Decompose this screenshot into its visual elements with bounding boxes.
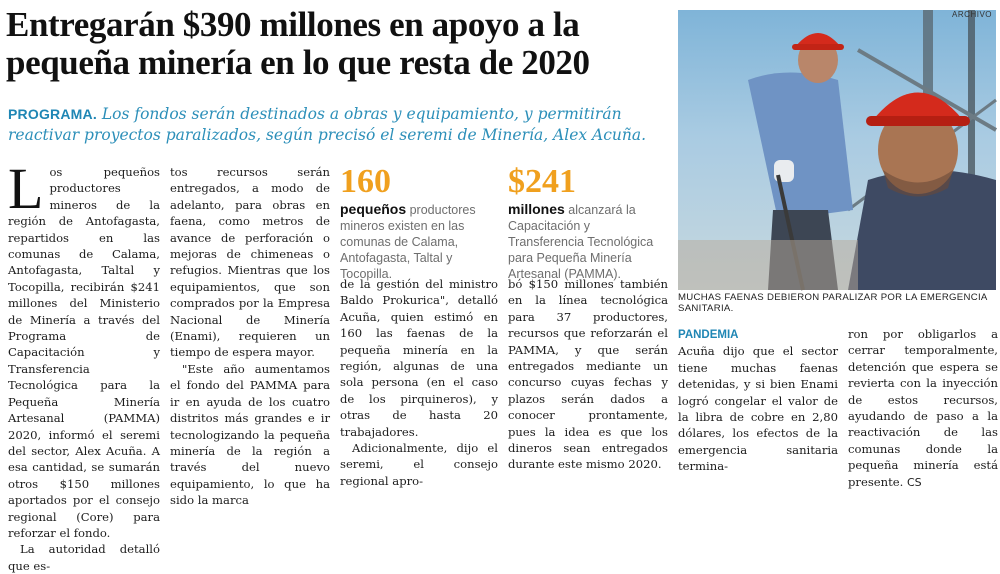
stat-number: $241 (508, 163, 576, 200)
stat-text: alcanzará la Capacitación y Transferencia Tecnológica para Pequeña Minería Artesanal (PAMMA). (508, 203, 654, 281)
article-paragraph (8, 156, 160, 541)
photo-miners (678, 10, 996, 290)
article-column-4 (508, 276, 668, 472)
paragraph-text: os pequeños productores mineros de la región de Antofagasta, repartidos en las comunas de Calama, Antofagasta, Taltal y Tocopilla, recibirán $241 millones del Ministerio de Minería a través del Programa de Capacitación y Transferencia Tecnológica para la Pequeña Minería Artesanal (PAMMA) 2020, informó el seremi del sector, Alex Acuña. A esa cantidad, se sumarán otros $150 millones aportados por el consejo regional (Core) para reforzar el fondo. (8, 165, 160, 540)
article-column-5 (678, 326, 838, 474)
lead-kicker: PROGRAMA. (8, 106, 97, 122)
lead-paragraph (8, 104, 673, 146)
article-paragraph (848, 326, 998, 491)
article-column-2 (170, 164, 330, 508)
paragraph-text: Acuña dijo que el sector tiene muchas faenas detenidas, y si bien Enami logró congelar el valor de la libra de cobre en 2,80 dólares, los efectos de la emergencia sanitaria termina- (678, 344, 838, 474)
drop-cap: L (8, 156, 44, 221)
stat-description (508, 201, 668, 282)
section-kicker: PANDEMIA (678, 329, 739, 341)
stat-description (340, 201, 500, 282)
article-paragraph: bó $150 millones también en la línea tecnológica para 37 productores, recursos que reforzarán el PAMMA, y que serán entregados mediante un concurso cuyas fechas y plazos serán dados a conocer prontamente, pues la idea es que los dineros sean entregados durante este mismo 2020. (508, 277, 668, 472)
photo-caption: MUCHAS FAENAS DEBIERON PARALIZAR POR LA EMERGENCIA SANITARIA. (678, 292, 988, 314)
article-paragraph: "Este año aumentamos el fondo del PAMMA para ir en ayuda de los cuatro distritos más grandes e ir tecnologizando la pequeña minería de la región a través del nuevo equipamiento, lo que ha sido la marca (170, 361, 330, 508)
stat-strong: pequeños (340, 201, 407, 217)
paragraph-text: ron por obligarlos a cerrar temporalmente, detención que espera se revierta con la inyección de estos recursos, ayudando de paso a la reactivación de las comunas donde la pequeña minería está presente. (848, 327, 998, 489)
article-paragraph: La autoridad detalló que es- (8, 542, 160, 573)
stat-number: 160 (340, 163, 391, 200)
article-paragraph: Adicionalmente, dijo el seremi, el consejo regional apro- (340, 441, 498, 488)
article-column-3 (340, 276, 498, 488)
article-column-6 (848, 326, 998, 489)
article-column-1 (8, 156, 160, 573)
stat-strong: millones (508, 201, 565, 217)
miners-illustration (678, 10, 996, 290)
article-paragraph: de la gestión del ministro Baldo Prokurica", detalló Acuña, quien estimó en 160 las faenas de la pequeña minería en la región, algunas de una sola persona (en el caso de los pirquineros), y otras de hasta 20 trabajadores. (340, 277, 498, 439)
stat-text: productores mineros existen en las comunas de Calama, Antofagasta, Taltal y Tocopilla. (340, 203, 476, 281)
photo-credit: ARCHIVO (952, 10, 992, 19)
article-paragraph (678, 326, 838, 475)
stat-box-producers (340, 164, 500, 282)
end-mark: CS (907, 475, 922, 489)
article-paragraph: tos recursos serán entregados, a modo de adelanto, para obras en faena, como metros de avance de perforación o mejoras de chimeneas o refugios. Mientras que los equipamientos, que son comprados por la Empresa Nacional de Minería (Enami), requieren un tiempo de espera mayor. (170, 165, 330, 360)
stat-box-funding (508, 164, 668, 282)
lead-text: Los fondos serán destinados a obras y equipamiento, y permitirán reactivar proyectos paralizados, según precisó el seremi de Minería, Alex Acuña. (8, 105, 647, 144)
headline: Entregarán $390 millones en apoyo a la pequeña minería en lo que resta de 2020 (6, 5, 590, 82)
